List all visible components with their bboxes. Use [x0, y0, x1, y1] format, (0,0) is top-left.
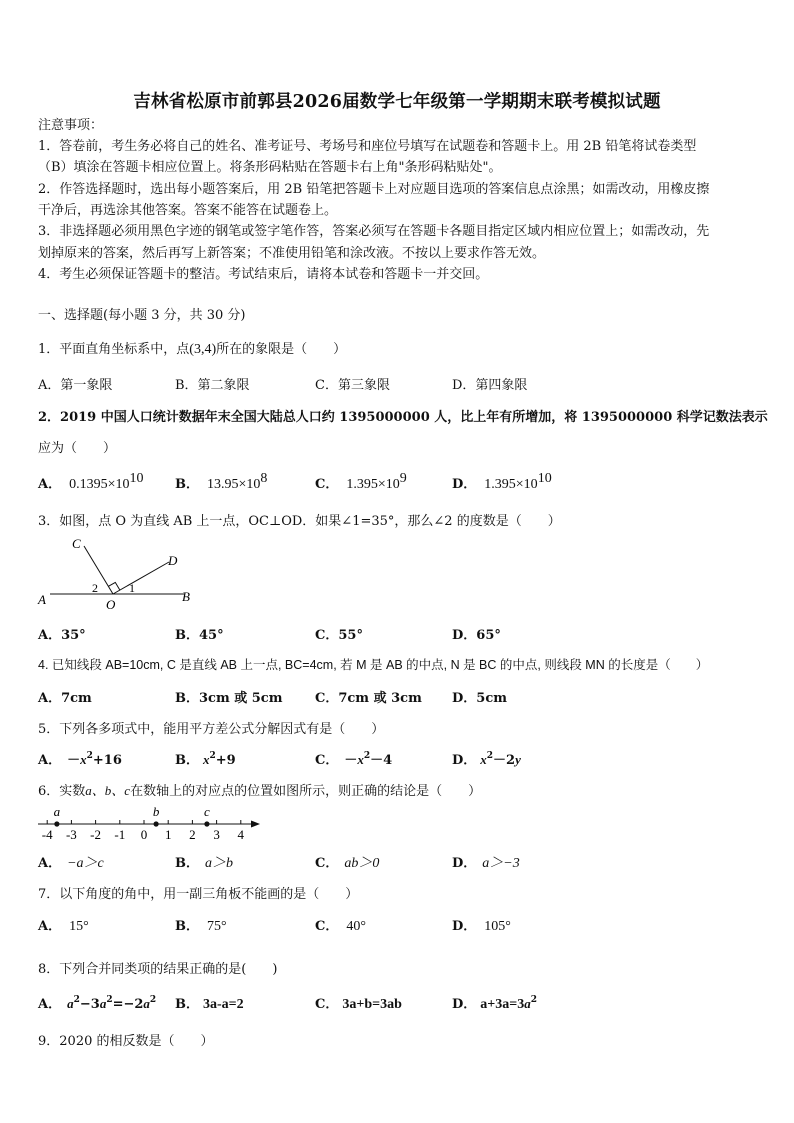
variable: x [357, 752, 364, 767]
option-value: 1.395×10 [484, 477, 538, 492]
stem-text: 1．平面直角坐标系中，点 [38, 342, 190, 357]
variables: a、b、c [85, 783, 131, 798]
option-value: a+3a=3 [480, 997, 525, 1012]
ray-od [113, 562, 169, 594]
q2-option-d [452, 473, 552, 493]
q4-option-a: A．7cm [38, 691, 92, 706]
term: +9 [215, 753, 236, 768]
question-4-stem: 4. 已知线段 AB=10cm, C 是直线 AB 上一点, BC=4cm, 若 M 是 AB 的中点, N 是 BC 的中点, 则线段 MN 的长度是（ ） [38, 658, 709, 672]
option-label: A． [38, 997, 62, 1012]
label-c: C [72, 536, 81, 551]
term: －4 [370, 753, 393, 768]
question-2-stem-cont: 应为（ ） [38, 441, 117, 456]
variable: a [67, 996, 74, 1011]
label-a: A [38, 592, 46, 607]
section-heading: 一、选择题(每小题 3 分，共 30 分) [38, 308, 246, 323]
exponent: 9 [399, 471, 407, 486]
angle-2-label: 2 [92, 581, 98, 595]
option-value: a＞b [205, 856, 233, 871]
term: =−2 [112, 997, 144, 1012]
q8-option-b [175, 993, 244, 1013]
term: −3 [79, 997, 100, 1012]
option-label: C． [315, 753, 339, 768]
option-label: A． [38, 856, 62, 871]
point-label-b: b [152, 804, 160, 819]
sign: － [67, 753, 81, 768]
stem-text: 6．实数 [38, 784, 86, 799]
notice-line: 3．非选择题必须用黑色字迹的钢笔或签字笔作答，答案必须写在答题卡各题目指定区域内相应位置上；如需改动，先 [38, 224, 710, 239]
point-coordinates: (3,4) [189, 342, 217, 357]
q4-option-d: D．5cm [452, 691, 507, 706]
q3-option-d: D．65° [452, 628, 501, 643]
axis-arrow [251, 821, 260, 828]
q6-option-c [315, 852, 379, 872]
exponent: 2 [86, 751, 93, 761]
q3-option-c: C．55° [315, 628, 363, 643]
notice-heading: 注意事项： [38, 118, 104, 133]
tick-label: 4 [237, 827, 245, 842]
option-label: D． [452, 856, 477, 871]
q1-option-c: C．第三象限 [315, 378, 390, 393]
notice-line: 划掉原来的答案，然后再写上新答案；不准使用铅笔和涂改液。不按以上要求作答无效。 [38, 246, 546, 261]
question-7-stem: 7．以下角度的角中，用一副三角板不能画的是（ ） [38, 887, 359, 902]
q4-option-c: C．7cm 或 3cm [315, 691, 422, 706]
label-d: D [168, 553, 178, 568]
option-value: 105° [484, 919, 511, 934]
option-label: B． [175, 753, 199, 768]
q6-option-d [452, 852, 520, 872]
variable: y [515, 752, 521, 767]
option-value: 0.1395×10 [69, 477, 130, 492]
q3-option-a: A．35° [38, 628, 86, 643]
q7-option-a [38, 915, 89, 935]
variable: a [99, 996, 107, 1011]
exponent: 2 [486, 751, 494, 761]
variable: a [143, 996, 150, 1011]
q8-option-a [38, 993, 156, 1012]
q2-option-a [38, 473, 144, 493]
point-label-a: a [53, 804, 61, 819]
tick-label: 1 [164, 827, 172, 842]
q6-option-b [175, 852, 233, 872]
option-value: 3a+b=3ab [342, 997, 402, 1012]
option-value: 1.395×10 [346, 477, 400, 492]
exponent: 8 [260, 471, 268, 486]
option-label: A． [38, 919, 62, 934]
question-5-stem: 5．下列各多项式中，能用平方差公式分解因式有是（ ） [38, 722, 385, 737]
question-3-stem: 3．如图，点 O 为直线 AB 上一点，OC⊥OD．如果∠1=35°，那么∠2 的度数是（ ） [38, 514, 561, 529]
exponent: 2 [149, 995, 157, 1005]
term: +16 [92, 753, 122, 768]
option-label: A． [38, 753, 62, 768]
point-label-c: c [204, 804, 210, 819]
notice-line: 1．答卷前，考生务必将自己的姓名、准考证号、考场号和座位号填写在试题卷和答题卡上。用 2B 铅笔将试卷类型 [38, 139, 697, 154]
term: －2 [493, 753, 516, 768]
question-1-stem [38, 338, 346, 358]
option-label: B． [175, 919, 199, 934]
sign: － [344, 753, 358, 768]
q2-option-c [315, 473, 407, 493]
question-8-stem: 8．下列合并同类项的结果正确的是( ) [38, 962, 278, 977]
exponent: 2 [363, 751, 371, 761]
exponent: 2 [209, 751, 216, 761]
option-label: C． [315, 477, 339, 492]
point-b [154, 821, 159, 826]
q5-option-d [452, 749, 521, 768]
question-9-stem: 9．2020 的相反数是（ ） [38, 1034, 214, 1049]
label-o: O [106, 597, 116, 612]
variable: a [524, 996, 531, 1011]
q2-option-b [175, 473, 267, 493]
angle-1-label: 1 [129, 581, 135, 595]
option-label: A． [38, 477, 62, 492]
notice-line: （B）填涂在答题卡相应位置上。将条形码粘贴在答题卡右上角"条形码粘贴处"。 [38, 160, 502, 175]
stem-text: 所在的象限是（ ） [216, 342, 347, 357]
q6-option-a [38, 852, 104, 872]
q4-option-b: B．3cm 或 5cm [175, 691, 283, 706]
variable: x [80, 752, 87, 767]
label-b: B [182, 589, 190, 604]
tick-label: -3 [65, 827, 77, 842]
option-value: −a＞c [67, 856, 104, 871]
question-6-stem [38, 780, 481, 799]
q1-option-d: D．第四象限 [452, 378, 528, 393]
number-line [34, 800, 274, 845]
q1-option-b: B．第二象限 [175, 378, 250, 393]
exponent: 10 [129, 471, 144, 486]
variable: x [203, 752, 210, 767]
q8-option-d [452, 993, 537, 1013]
option-value: 40° [346, 919, 366, 934]
option-label: D． [452, 477, 477, 492]
option-value: a＞−3 [482, 856, 520, 871]
angle-figure [34, 532, 204, 612]
tick-label: 0 [140, 827, 148, 842]
q1-option-a: A．第一象限 [38, 378, 113, 393]
option-label: B． [175, 856, 199, 871]
tick-label: -2 [90, 827, 102, 842]
notice-line: 2．作答选择题时，选出每小题答案后，用 2B 铅笔把答题卡上对应题目选项的答案信息点涂黑；如需改动，用橡皮擦 [38, 182, 710, 197]
option-value: 15° [69, 919, 89, 934]
tick-label: -1 [114, 827, 126, 842]
option-label: C． [315, 919, 339, 934]
tick-label: 3 [213, 827, 220, 842]
exponent: 2 [73, 995, 80, 1005]
q5-option-c [315, 749, 392, 768]
option-value: ab＞0 [344, 856, 380, 871]
option-value: 13.95×10 [207, 477, 261, 492]
q5-option-a [38, 749, 122, 768]
option-value: 75° [207, 919, 227, 934]
variable: x [480, 752, 487, 767]
option-value: 3a-a=2 [203, 997, 244, 1012]
tick-label: -4 [41, 827, 53, 842]
option-label: B． [175, 997, 199, 1012]
point-c [204, 821, 209, 826]
q3-option-b: B．45° [175, 628, 224, 643]
stem-text: 在数轴上的对应点的位置如图所示，则正确的结论是（ ） [130, 784, 482, 799]
exponent: 10 [537, 471, 552, 486]
q5-option-b [175, 749, 236, 768]
option-label: C． [315, 997, 339, 1012]
option-label: D． [452, 919, 477, 934]
option-label: D． [452, 997, 477, 1012]
notice-line: 干净后，再选涂其他答案。答案不能答在试题卷上。 [38, 203, 338, 218]
q7-option-d [452, 915, 511, 935]
option-label: B． [175, 477, 199, 492]
q7-option-c [315, 915, 366, 935]
ray-oc [84, 546, 113, 594]
q7-option-b [175, 915, 227, 935]
notice-line: 4．考生必须保证答题卡的整洁。考试结束后，请将本试卷和答题卡一并交回。 [38, 267, 489, 282]
point-a [54, 821, 59, 826]
page-title: 吉林省松原市前郭县2026届数学七年级第一学期期末联考模拟试题 [133, 92, 661, 112]
exponent: 2 [530, 995, 538, 1005]
question-2-stem: 2．2019 中国人口统计数据年末全国大陆总人口约 1395000000 人，比上年有所增加，将 1395000000 科学记数法表示 [38, 410, 768, 425]
option-label: D． [452, 753, 477, 768]
exponent: 2 [106, 995, 113, 1005]
tick-label: 2 [189, 827, 196, 842]
option-label: C． [315, 856, 339, 871]
q8-option-c [315, 993, 402, 1013]
